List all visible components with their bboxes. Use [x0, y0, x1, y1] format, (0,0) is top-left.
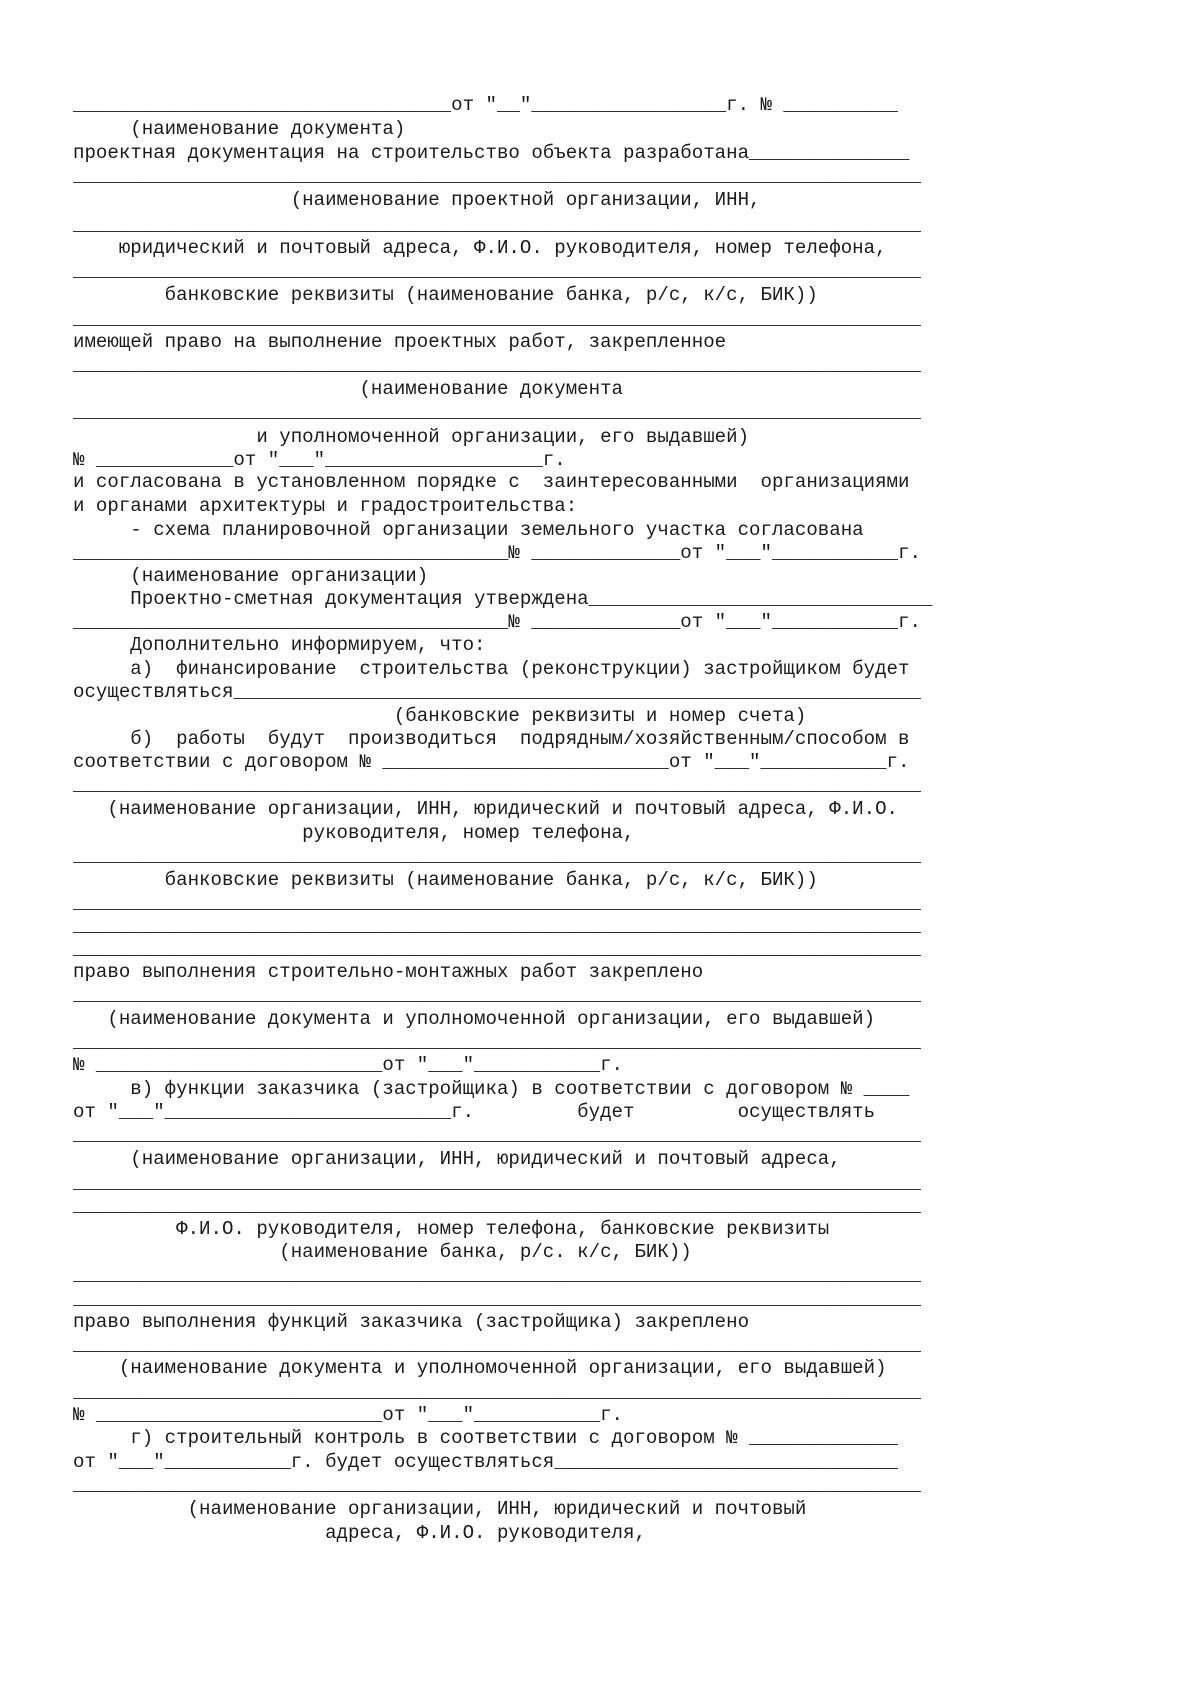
document-line: __________________________________________________________________________: [73, 1381, 921, 1403]
document-line: __________________________________________________________________________: [73, 308, 921, 330]
document-line: от "___"___________г. будет осуществляться______________________________: [73, 1451, 898, 1473]
document-line: __________________________________________________________________________: [73, 892, 921, 914]
document-line: _________________________________от "__"_________________г. № __________: [73, 94, 898, 116]
document-line: (наименование организации): [73, 565, 429, 587]
document-line: а) финансирование строительства (реконструкции) застройщиком будет: [73, 658, 910, 680]
document-line: __________________________________________________________________________: [73, 1124, 921, 1146]
document-line: право выполнения функций заказчика (застройщика) закреплено: [73, 1311, 750, 1333]
document-line: __________________________________________________________________________: [73, 354, 921, 376]
document-line: __________________________________________________________________________: [73, 1474, 921, 1496]
document-line: № _________________________от "___"___________г.: [73, 1054, 623, 1076]
document-line: (наименование организации, ИНН, юридический и почтовый: [73, 1498, 807, 1520]
document-line: банковские реквизиты (наименование банка, р/с, к/с, БИК)): [73, 284, 818, 306]
document-line: __________________________________________________________________________: [73, 260, 921, 282]
document-line: имеющей право на выполнение проектных работ, закрепленное: [73, 331, 727, 353]
document-line: право выполнения строительно-монтажных работ закреплено: [73, 961, 704, 983]
document-line: и согласована в установленном порядке с заинтересованными организациями: [73, 471, 910, 493]
document-line: __________________________________________________________________________: [73, 165, 921, 187]
document-line: - схема планировочной организации земельного участка согласована: [73, 519, 864, 541]
document-line: __________________________________________________________________________: [73, 1031, 921, 1053]
document-line: (наименование банка, р/с. к/с, БИК)): [73, 1241, 692, 1263]
document-line: (наименование организации, ИНН, юридический и почтовый адреса, Ф.И.О.: [73, 798, 898, 820]
document-line: адреса, Ф.И.О. руководителя,: [73, 1522, 646, 1544]
document-line: г) строительный контроль в соответствии с договором № _____________: [73, 1427, 898, 1449]
document-line: __________________________________________________________________________: [73, 845, 921, 867]
document-line: ______________________________________№ _____________от "___"___________г.: [73, 542, 921, 564]
document-line: (наименование организации, ИНН, юридический и почтовый адреса,: [73, 1148, 841, 1170]
document-line: __________________________________________________________________________: [73, 401, 921, 423]
document-line: __________________________________________________________________________: [73, 938, 921, 960]
document-line: Проектно-сметная документация утверждена______________________________: [73, 588, 933, 610]
document-line: (банковские реквизиты и номер счета): [73, 705, 807, 727]
document-line: __________________________________________________________________________: [73, 774, 921, 796]
document-line: (наименование документа и уполномоченной организации, его выдавшей): [73, 1357, 887, 1379]
document-line: Дополнительно информируем, что:: [73, 634, 486, 656]
document-line: б) работы будут производиться подрядным/хозяйственным/способом в: [73, 728, 910, 750]
document-line: __________________________________________________________________________: [73, 1264, 921, 1286]
document-line: банковские реквизиты (наименование банка, р/с, к/с, БИК)): [73, 869, 818, 891]
document-line: от "___"_________________________г. будет осуществлять: [73, 1101, 876, 1123]
document-line: ______________________________________№ _____________от "___"___________г.: [73, 611, 921, 633]
document-line: проектная документация на строительство объекта разработана______________: [73, 142, 910, 164]
document-line: __________________________________________________________________________: [73, 1334, 921, 1356]
document-line: (наименование проектной организации, ИНН,: [73, 189, 761, 211]
document-line: __________________________________________________________________________: [73, 1195, 921, 1217]
document-line: юридический и почтовый адреса, Ф.И.О. руководителя, номер телефона,: [73, 237, 887, 259]
document-line: __________________________________________________________________________: [73, 1172, 921, 1194]
document-line: __________________________________________________________________________: [73, 915, 921, 937]
document-line: руководителя, номер телефона,: [73, 822, 635, 844]
document-line: № ____________от "___"___________________г.: [73, 449, 566, 471]
document-line: соответствии с договором № _________________________от "___"___________г.: [73, 751, 910, 773]
document-line: осуществляться____________________________________________________________: [73, 681, 921, 703]
document-line: (наименование документа): [73, 118, 406, 140]
document-line: и органами архитектуры и градостроительства:: [73, 495, 578, 517]
document-line: __________________________________________________________________________: [73, 984, 921, 1006]
document-line: Ф.И.О. руководителя, номер телефона, банковские реквизиты: [73, 1218, 830, 1240]
document-line: и уполномоченной организации, его выдавшей): [73, 426, 750, 448]
document-line: (наименование документа и уполномоченной организации, его выдавшей): [73, 1008, 876, 1030]
document-line: № _________________________от "___"___________г.: [73, 1404, 623, 1426]
document-line: в) функции заказчика (застройщика) в соответствии с договором № ____: [73, 1078, 910, 1100]
document-line: __________________________________________________________________________: [73, 1288, 921, 1310]
document-line: (наименование документа: [73, 378, 623, 400]
document-line: __________________________________________________________________________: [73, 214, 921, 236]
